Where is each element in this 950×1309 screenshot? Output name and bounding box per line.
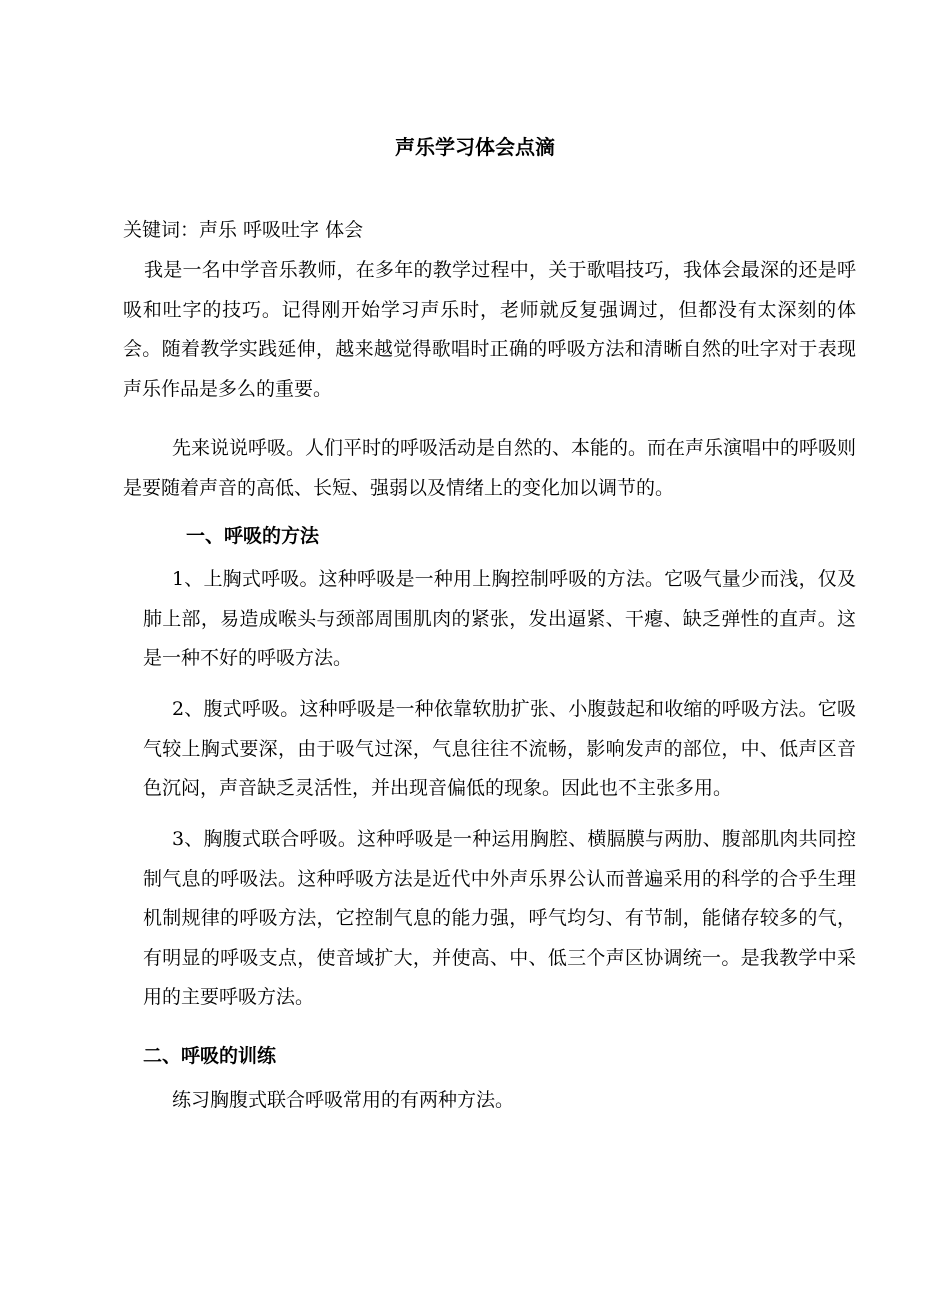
- method-item-upper-chest: 1、上胸式呼吸。这种呼吸是一种用上胸控制呼吸的方法。它吸气量少而浅，仅及肺上部，易造成喉头与颈部周围肌肉的紧张，发出逼紧、干瘪、缺乏弹性的直声。这是一种不好的呼吸方法。: [143, 568, 856, 669]
- section-heading-breathing-training: 二、呼吸的训练: [143, 1045, 277, 1067]
- breath-intro-paragraph: 先来说说呼吸。人们平时的呼吸活动是自然的、本能的。而在声乐演唱中的呼吸则是要随着声音的高低、长短、强弱以及情绪上的变化加以调节的。: [123, 437, 857, 499]
- document-title: 声乐学习体会点滴: [395, 135, 555, 159]
- method-item-combined: 3、胸腹式联合呼吸。这种呼吸是一种运用胸腔、横膈膜与两肋、腹部肌肉共同控制气息的呼吸法。这种呼吸方法是近代中外声乐界公认而普遍采用的科学的合乎生理机制规律的呼吸方法，它控制气息的能力强，呼气均匀、有节制，能储存较多的气，有明显的呼吸支点，使音域扩大，并使高、中、低三个声区协调统一。是我教学中采用的主要呼吸方法。: [143, 828, 856, 1008]
- method-item-abdominal: 2、腹式呼吸。这种呼吸是一种依靠软肋扩张、小腹鼓起和收缩的呼吸方法。它吸气较上胸式要深，由于吸气过深，气息往往不流畅，影响发声的部位，中、低声区音色沉闷，声音缺乏灵活性，并出现音偏低的现象。因此也不主张多用。: [143, 698, 856, 799]
- keywords-line: 关键词：声乐 呼吸吐字 体会: [123, 219, 364, 241]
- section-heading-breathing-methods: 一、呼吸的方法: [186, 525, 320, 547]
- intro-paragraph: 我是一名中学音乐教师，在多年的教学过程中，关于歌唱技巧，我体会最深的还是呼吸和吐字的技巧。记得刚开始学习声乐时，老师就反复强调过，但都没有太深刻的体会。随着教学实践延伸，越来越觉得歌唱时正确的呼吸方法和清晰自然的吐字对于表现声乐作品是多么的重要。: [123, 259, 856, 400]
- training-paragraph: 练习胸腹式联合呼吸常用的有两种方法。: [172, 1089, 515, 1111]
